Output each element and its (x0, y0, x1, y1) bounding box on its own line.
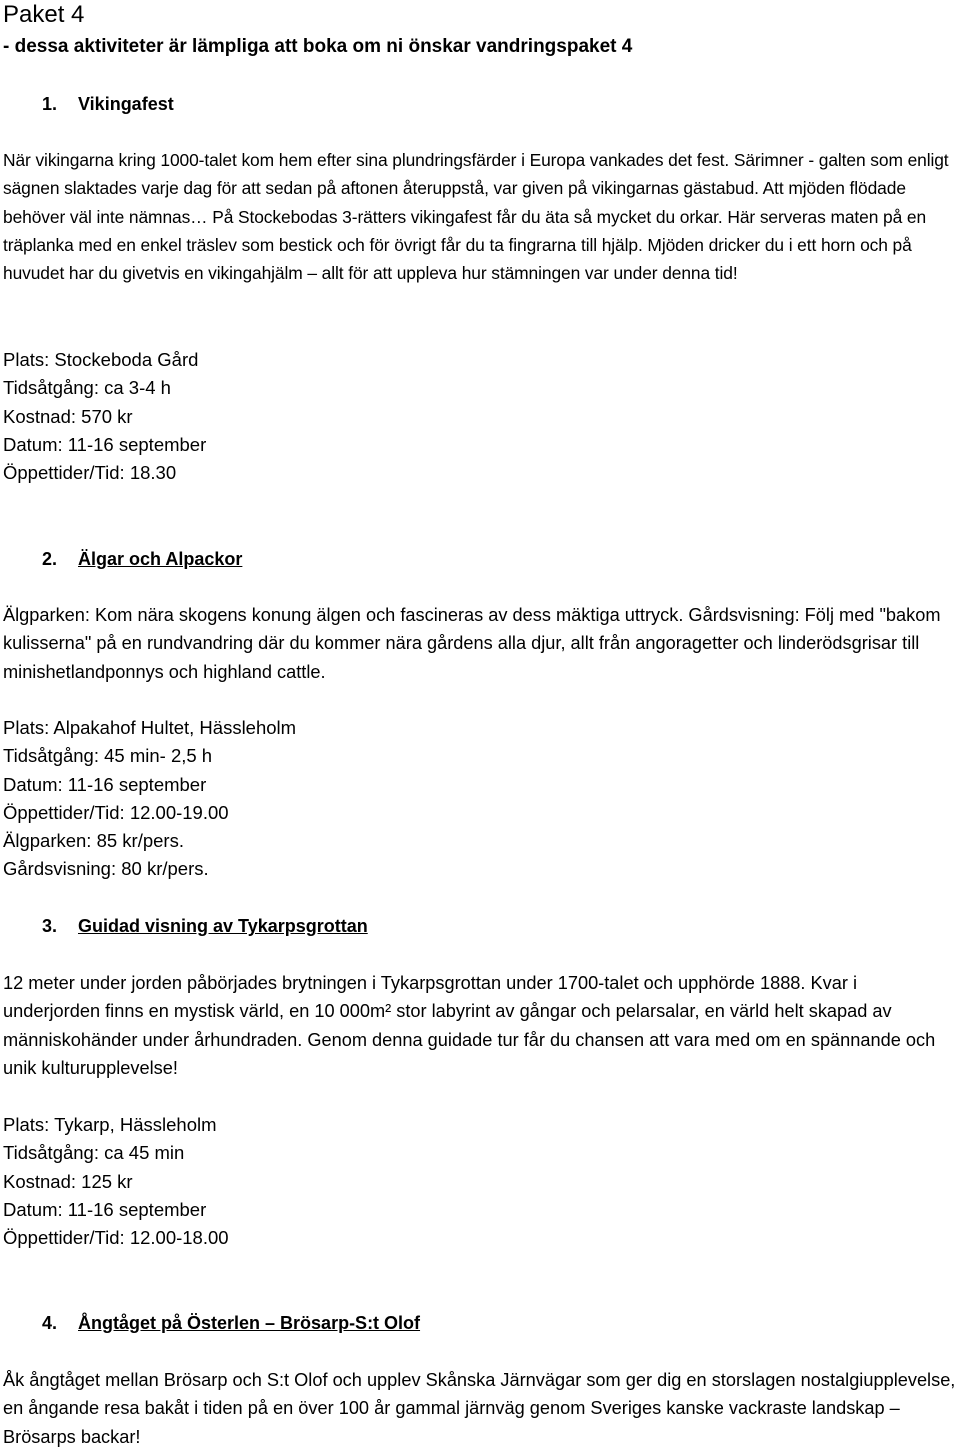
info-duration: Tidsåtgång: ca 3-4 h (3, 377, 171, 399)
info-duration: Tidsåtgång: 45 min- 2,5 h (3, 745, 213, 767)
section-number: 4. (42, 1313, 58, 1333)
section-heading-angtaget (42, 1309, 420, 1337)
page-title: Paket 4 (3, 1, 85, 28)
info-price-algparken: Älgparken: 85 kr/pers. (3, 830, 184, 852)
info-date: Datum: 11-16 september (3, 773, 207, 795)
info-cost: Kostnad: 125 kr (3, 1170, 133, 1192)
info-location: Plats: Stockeboda Gård (3, 349, 199, 370)
info-list (3, 346, 206, 487)
info-price-gardsvisning: Gårdsvisning: 80 kr/pers. (3, 858, 209, 880)
section-title: Älgar och Alpackor (78, 549, 243, 569)
info-hours: Öppettider/Tid: 12.00-19.00 (3, 801, 229, 823)
section-number: 3. (42, 916, 58, 936)
info-location: Plats: Alpakahof Hultet, Hässleholm (3, 717, 297, 738)
info-list (3, 1111, 229, 1252)
section-title: Guidad visning av Tykarpsgrottan (78, 916, 368, 936)
section-number: 1. (42, 94, 58, 114)
info-hours: Öppettider/Tid: 12.00-18.00 (3, 1227, 229, 1249)
info-duration: Tidsåtgång: ca 45 min (3, 1142, 185, 1164)
section-title: Ångtåget på Österlen – Brösarp-S:t Olof (78, 1313, 421, 1333)
info-date: Datum: 11-16 september (3, 1198, 207, 1220)
section-number: 2. (42, 549, 58, 569)
section-paragraph: Åk ångtåget mellan Brösarp och S:t Olof och upplev Skånska Järnvägar som ger dig en storslagen nostalgiupplevelse, en ångande resa bakåt i tiden på en över 100 år gammal järnväg genom Sveriges kanske vackraste landskap – Brösarps backar! (3, 1370, 956, 1447)
section-paragraph: Älgparken: Kom nära skogens konung älgen och fascineras av dess mäktiga uttryck. Gårdsvisning: Följ med "bakom kulisserna" på en rundvandring där du kommer nära gårdens alla djur, allt från angoragetter och linderödsgrisar till minishetlandponnys och highland cattle. (3, 605, 941, 682)
info-hours: Öppettider/Tid: 18.30 (3, 462, 177, 484)
section-paragraph: När vikingarna kring 1000-talet kom hem efter sina plundringsfärder i Europa vankades det fest. Särimner - galten som enligt sägnen slaktades varje dag för att sedan på aftonen återuppstå, var given på vikingarnas gästabud. Att mjöden flödade behöver väl inte nämnas… På Stockebodas 3-rätters vikingafest får du äta så mycket du orkar. Här serveras maten på en träplanka med en enkel träslev som bestick och för övrigt får du ta fingrarna till hjälp. Mjöden dricker du i ett horn och på huvudet har du givetvis en vikingahjälm – allt för att uppleva hur stämningen var under denna tid! (3, 150, 949, 284)
info-cost: Kostnad: 570 kr (3, 405, 133, 427)
page-subtitle: - dessa aktiviteter är lämpliga att boka om ni önskar vandringspaket 4 (3, 36, 633, 57)
section-heading-vikingafest (42, 90, 174, 118)
section-paragraph: 12 meter under jorden påbörjades brytningen i Tykarpsgrottan under 1700-talet och upphörde 1888. Kvar i underjorden finns en mystisk värld, en 10 000m² stor labyrint av gångar och pelarsalar, en värld helt skapad av människohänder under århundraden. Genom denna guidade tur får du chansen att vara med om en spännande och unik kulturupplevelse! (3, 973, 936, 1078)
section-heading-algar-och-alpackor (42, 545, 242, 573)
info-location: Plats: Tykarp, Hässleholm (3, 1114, 217, 1135)
section-heading-tykarpsgrottan (42, 912, 368, 940)
section-title: Vikingafest (78, 94, 174, 114)
info-list (3, 714, 296, 884)
info-date: Datum: 11-16 september (3, 433, 207, 455)
